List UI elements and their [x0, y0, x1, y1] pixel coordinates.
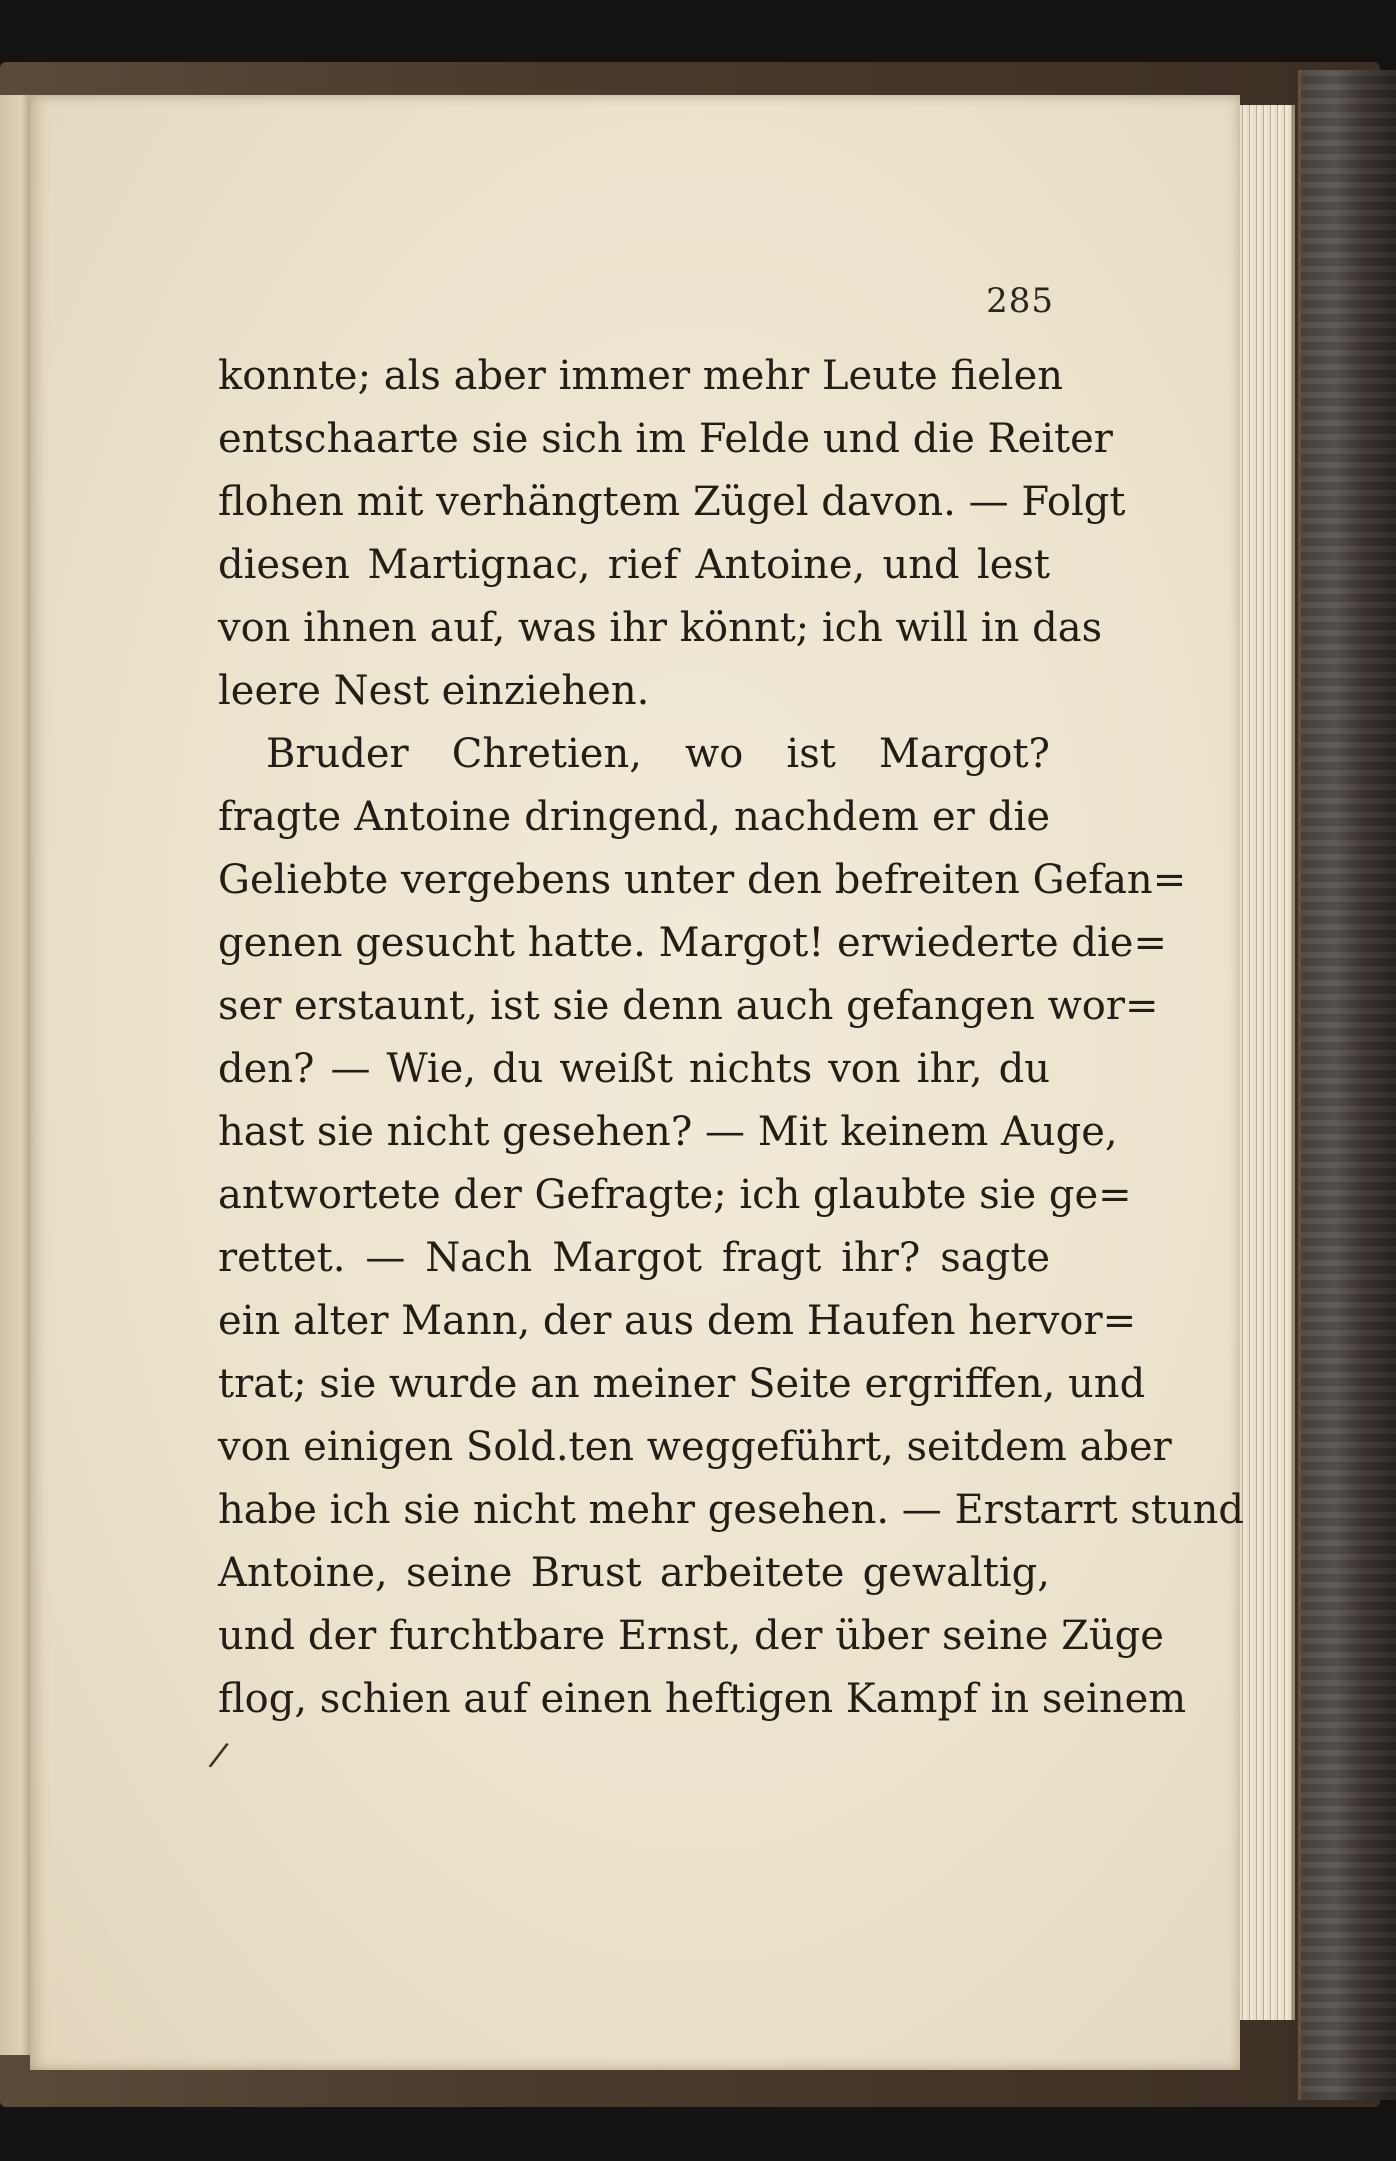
previous-page-edge	[0, 95, 30, 2055]
text-line: rettet. — Nach Margot fragt ihr? sagte	[218, 1235, 1050, 1281]
text-line: flohen mit verhängtem Zügel davon. — Folgt	[218, 479, 1126, 525]
text-line: von ihnen auf, was ihr könnt; ich will in das	[218, 605, 1103, 651]
text-line: konnte; als aber immer mehr Leute fielen	[218, 353, 1064, 399]
body-text	[218, 345, 1245, 1731]
text-line: genen gesucht hatte. Margot! erwiederte die=	[218, 920, 1167, 966]
book-page	[30, 95, 1245, 2070]
page-edge-stack	[1232, 105, 1295, 2020]
text-line: fragte Antoine dringend, nachdem er die	[218, 794, 1050, 840]
text-line: den? — Wie, du weißt nichts von ihr, du	[218, 1046, 1050, 1092]
text-line: habe ich sie nicht mehr gesehen. — Erstarrt stund	[218, 1487, 1245, 1533]
text-line: von einigen Sold.ten weggeführt, seitdem aber	[218, 1424, 1172, 1470]
text-line: ein alter Mann, der aus dem Haufen hervor=	[218, 1298, 1137, 1344]
text-line: diesen Martignac, rief Antoine, und lest	[218, 542, 1050, 588]
text-line: Bruder Chretien, wo ist Margot?	[266, 731, 1050, 777]
book-spine	[1298, 70, 1396, 2100]
text-line: trat; sie wurde an meiner Seite ergriffen, und	[218, 1361, 1146, 1407]
text-line: und der furchtbare Ernst, der über seine Züge	[218, 1613, 1164, 1659]
stray-ink-mark: /	[206, 1734, 231, 1776]
text-line: antwortete der Gefragte; ich glaubte sie ge=	[218, 1172, 1132, 1218]
text-line: leere Nest einziehen.	[218, 668, 650, 714]
text-line: Antoine, seine Brust arbeitete gewaltig,	[218, 1550, 1050, 1596]
text-line: Geliebte vergebens unter den befreiten Gefan=	[218, 857, 1187, 903]
text-line: ser erstaunt, ist sie denn auch gefangen wor=	[218, 983, 1159, 1029]
text-line: hast sie nicht gesehen? — Mit keinem Auge,	[218, 1109, 1118, 1155]
page-number: 285	[986, 281, 1054, 321]
text-line: flog, schien auf einen heftigen Kampf in seinem	[218, 1676, 1187, 1722]
text-line: entschaarte sie sich im Felde und die Reiter	[218, 416, 1113, 462]
